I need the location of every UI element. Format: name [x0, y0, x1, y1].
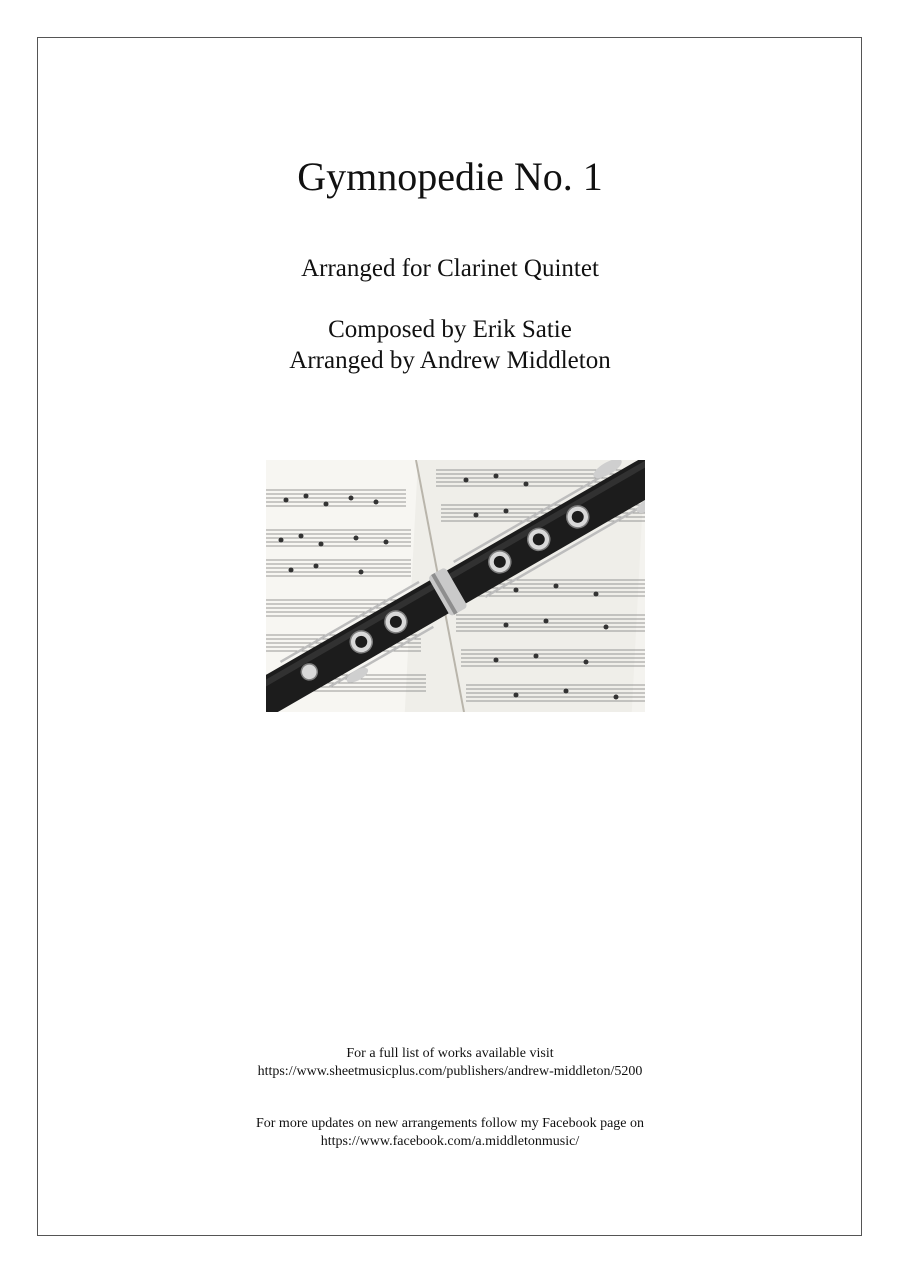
facebook-text: For more updates on new arrangements follow my Facebook page on — [255, 1116, 644, 1131]
works-notice — [0, 1045, 900, 1081]
facebook-link[interactable]: https://www.facebook.com/a.middletonmusic/ — [320, 1134, 580, 1149]
page-title: Gymnopedie No. 1 — [297, 154, 603, 199]
works-text: For a full list of works available visit — [346, 1046, 554, 1061]
clarinet-photo — [266, 460, 645, 712]
credits — [0, 314, 900, 376]
composer-line: Composed by Erik Satie — [328, 316, 572, 343]
subtitle: Arranged for Clarinet Quintet — [301, 255, 599, 282]
arranger-line: Arranged by Andrew Middleton — [289, 347, 611, 374]
works-link[interactable]: https://www.sheetmusicplus.com/publishers/andrew-middleton/5200 — [257, 1064, 643, 1079]
facebook-notice — [0, 1115, 900, 1151]
